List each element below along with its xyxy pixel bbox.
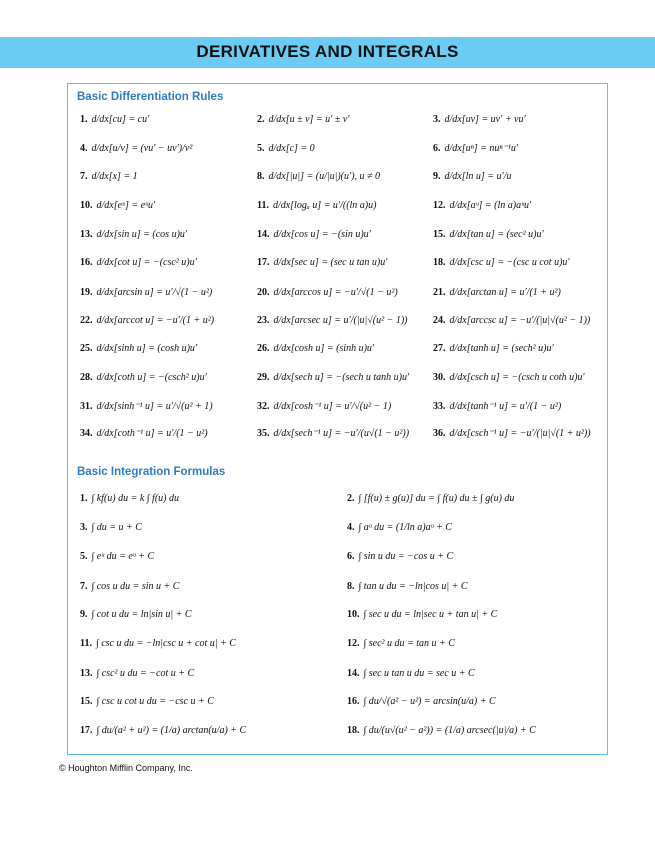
- differentiation-rule: [257, 114, 349, 126]
- integration-formula: [347, 581, 468, 593]
- formula-text: ∫ [f(u) ± g(u)] du = ∫ f(u) du ± ∫ g(u) du: [358, 493, 515, 504]
- formula-text: d/dx[eᵘ] = eᵘu′: [96, 200, 156, 211]
- differentiation-rule: [433, 229, 544, 241]
- differentiation-rule: [80, 257, 197, 269]
- formula-text: d/dx[uⁿ] = nuⁿ⁻¹u′: [444, 143, 519, 154]
- formula-number: 22.: [80, 315, 93, 326]
- formula-text: d/dx[arccos u] = −u′/√(1 − u²): [273, 287, 398, 298]
- formula-number: 26.: [257, 343, 270, 354]
- differentiation-rule: [257, 343, 374, 355]
- integration-formula: [80, 551, 154, 563]
- differentiation-rule: [257, 372, 409, 384]
- differentiation-rule: [80, 343, 197, 355]
- formula-text: d/dx[|u|] = (u/|u|)(u′), u ≠ 0: [268, 171, 381, 182]
- integration-formula: [80, 638, 236, 650]
- formula-text: ∫ sec² u du = tan u + C: [363, 638, 455, 649]
- copyright-notice: © Houghton Mifflin Company, Inc.: [59, 763, 193, 773]
- formula-text: d/dx[arccot u] = −u′/(1 + u²): [96, 315, 215, 326]
- formula-number: 2.: [347, 493, 355, 504]
- formula-frame: [67, 83, 608, 755]
- integration-formula: [80, 725, 246, 737]
- integration-formula: [347, 522, 452, 534]
- formula-text: d/dx[cu] = cu′: [91, 114, 150, 125]
- formula-number: 11.: [257, 200, 269, 211]
- formula-number: 21.: [433, 287, 446, 298]
- formula-text: ∫ aᵘ du = (1/ln a)aᵘ + C: [358, 522, 452, 533]
- integration-formula: [80, 581, 179, 593]
- formula-text: d/dx[cot u] = −(csc² u)u′: [96, 257, 197, 268]
- formula-number: 6.: [433, 143, 441, 154]
- integration-formula: [80, 609, 192, 621]
- formula-text: d/dx[csch u] = −(csch u coth u)u′: [449, 372, 585, 383]
- formula-text: d/dx[sech⁻¹ u] = −u′/(u√(1 − u²)): [273, 428, 410, 439]
- integration-formula: [80, 493, 179, 505]
- formula-number: 13.: [80, 229, 93, 240]
- integration-formula: [80, 668, 194, 680]
- formula-number: 33.: [433, 401, 446, 412]
- differentiation-rule: [433, 143, 518, 155]
- integration-formula: [347, 696, 496, 708]
- formula-text: ∫ du/(a² + u²) = (1/a) arctan(u/a) + C: [96, 725, 247, 736]
- formula-number: 36.: [433, 428, 446, 439]
- differentiation-rule: [80, 287, 212, 299]
- formula-number: 29.: [257, 372, 270, 383]
- formula-number: 10.: [80, 200, 93, 211]
- formula-number: 14.: [347, 668, 360, 679]
- formula-number: 17.: [257, 257, 270, 268]
- formula-text: ∫ cos u du = sin u + C: [91, 581, 180, 592]
- formula-text: d/dx[uv] = uv′ + vu′: [444, 114, 526, 125]
- formula-text: d/dx[cos u] = −(sin u)u′: [273, 229, 371, 240]
- formula-text: d/dx[arcsec u] = u′/(|u|√(u² − 1)): [273, 315, 408, 326]
- differentiation-rule: [257, 315, 408, 327]
- formula-text: d/dx[x] = 1: [91, 171, 138, 182]
- formula-number: 4.: [80, 143, 88, 154]
- formula-number: 3.: [80, 522, 88, 533]
- formula-text: d/dx[arctan u] = u′/(1 + u²): [449, 287, 561, 298]
- formula-text: ∫ sec u tan u du = sec u + C: [363, 668, 475, 679]
- integration-formula: [80, 522, 142, 534]
- differentiation-rule: [433, 114, 526, 126]
- formula-text: d/dx[arcsin u] = u′/√(1 − u²): [96, 287, 213, 298]
- formula-text: ∫ tan u du = −ln|cos u| + C: [358, 581, 468, 592]
- integration-formula: [347, 493, 514, 505]
- formula-number: 5.: [257, 143, 265, 154]
- formula-number: 31.: [80, 401, 93, 412]
- differentiation-rule: [257, 229, 371, 241]
- formula-text: d/dx[tanh u] = (sech² u)u′: [449, 343, 554, 354]
- formula-text: d/dx[coth u] = −(csch² u)u′: [96, 372, 207, 383]
- formula-text: d/dx[csc u] = −(csc u cot u)u′: [449, 257, 570, 268]
- formula-text: d/dx[coth⁻¹ u] = u′/(1 − u²): [96, 428, 208, 439]
- differentiation-rule: [433, 372, 585, 384]
- formula-number: 4.: [347, 522, 355, 533]
- formula-text: d/dx[tanh⁻¹ u] = u′/(1 − u²): [449, 401, 562, 412]
- formula-text: ∫ csc u cot u du = −csc u + C: [96, 696, 214, 707]
- formula-number: 16.: [80, 257, 93, 268]
- formula-text: d/dx[ln u] = u′/u: [444, 171, 512, 182]
- formula-number: 8.: [257, 171, 265, 182]
- formula-number: 14.: [257, 229, 270, 240]
- formula-number: 9.: [80, 609, 88, 620]
- formula-number: 11.: [80, 638, 92, 649]
- integration-section-title: Basic Integration Formulas: [77, 466, 226, 478]
- integration-formula: [347, 668, 475, 680]
- differentiation-rule: [80, 114, 149, 126]
- page-title: DERIVATIVES AND INTEGRALS: [196, 42, 459, 61]
- differentiation-rule: [80, 171, 138, 183]
- differentiation-rule: [433, 315, 590, 327]
- differentiation-rule: [80, 401, 213, 413]
- formula-number: 1.: [80, 493, 88, 504]
- formula-number: 12.: [433, 200, 446, 211]
- differentiation-rule: [257, 428, 409, 440]
- formula-text: d/dx[sech u] = −(sech u tanh u)u′: [273, 372, 410, 383]
- differentiation-rule: [80, 372, 207, 384]
- formula-text: ∫ du = u + C: [91, 522, 142, 533]
- formula-number: 17.: [80, 725, 93, 736]
- differentiation-rule: [80, 428, 208, 440]
- integration-formula: [80, 696, 214, 708]
- formula-text: ∫ cot u du = ln|sin u| + C: [91, 609, 192, 620]
- differentiation-rule: [433, 343, 554, 355]
- formula-number: 28.: [80, 372, 93, 383]
- formula-text: d/dx[sinh⁻¹ u] = u′/√(u² + 1): [96, 401, 213, 412]
- differentiation-rule: [433, 257, 570, 269]
- formula-number: 16.: [347, 696, 360, 707]
- formula-text: ∫ csc u du = −ln|csc u + cot u| + C: [95, 638, 236, 649]
- formula-number: 13.: [80, 668, 93, 679]
- integration-formula: [347, 551, 453, 563]
- formula-number: 10.: [347, 609, 360, 620]
- formula-number: 27.: [433, 343, 446, 354]
- formula-number: 7.: [80, 171, 88, 182]
- formula-text: d/dx[sinh u] = (cosh u)u′: [96, 343, 198, 354]
- formula-text: d/dx[cosh u] = (sinh u)u′: [273, 343, 375, 354]
- differentiation-rule: [80, 200, 155, 212]
- integration-formula: [347, 638, 455, 650]
- formula-text: d/dx[arccsc u] = −u′/(|u|√(u² − 1)): [449, 315, 591, 326]
- differentiation-rule: [433, 401, 561, 413]
- differentiation-rule: [257, 171, 380, 183]
- formula-text: ∫ eᵘ du = eᵘ + C: [91, 551, 155, 562]
- formula-text: ∫ kf(u) du = k ∫ f(u) du: [91, 493, 179, 504]
- integration-formula: [347, 725, 536, 737]
- formula-number: 9.: [433, 171, 441, 182]
- formula-number: 6.: [347, 551, 355, 562]
- differentiation-rule: [433, 200, 531, 212]
- formula-text: ∫ sec u du = ln|sec u + tan u| + C: [363, 609, 498, 620]
- formula-text: d/dx[u/v] = (vu′ − uv′)/v²: [91, 143, 193, 154]
- formula-text: ∫ du/√(a² − u²) = arcsin(u/a) + C: [363, 696, 496, 707]
- differentiation-rule: [433, 287, 561, 299]
- differentiation-rule: [257, 287, 398, 299]
- differentiation-rule: [257, 143, 315, 155]
- formula-number: 18.: [347, 725, 360, 736]
- formula-text: ∫ du/(u√(u² − a²)) = (1/a) arcsec(|u|/a) + C: [363, 725, 536, 736]
- formula-text: ∫ csc² u du = −cot u + C: [96, 668, 195, 679]
- formula-number: 32.: [257, 401, 270, 412]
- differentiation-rule: [257, 401, 391, 413]
- formula-text: d/dx[u ± v] = u′ ± v′: [268, 114, 350, 125]
- formula-text: d/dx[aᵘ] = (ln a)aᵘu′: [449, 200, 532, 211]
- formula-number: 5.: [80, 551, 88, 562]
- formula-number: 12.: [347, 638, 360, 649]
- formula-number: 30.: [433, 372, 446, 383]
- differentiation-rule: [80, 143, 192, 155]
- formula-number: 35.: [257, 428, 270, 439]
- title-banner: [0, 37, 655, 68]
- formula-text: d/dx[logₐ u] = u′/((ln a)u): [272, 200, 377, 211]
- differentiation-rule: [257, 200, 376, 212]
- formula-number: 23.: [257, 315, 270, 326]
- integration-formula: [347, 609, 497, 621]
- formula-number: 1.: [80, 114, 88, 125]
- formula-number: 3.: [433, 114, 441, 125]
- formula-text: d/dx[tan u] = (sec² u)u′: [449, 229, 544, 240]
- formula-text: d/dx[csch⁻¹ u] = −u′/(|u|√(1 + u²)): [449, 428, 591, 439]
- formula-number: 20.: [257, 287, 270, 298]
- formula-number: 34.: [80, 428, 93, 439]
- formula-number: 25.: [80, 343, 93, 354]
- formula-text: ∫ sin u du = −cos u + C: [358, 551, 454, 562]
- formula-text: d/dx[sin u] = (cos u)u′: [96, 229, 188, 240]
- formula-number: 7.: [80, 581, 88, 592]
- differentiation-rule: [80, 229, 187, 241]
- formula-number: 24.: [433, 315, 446, 326]
- formula-number: 15.: [433, 229, 446, 240]
- differentiation-rule: [433, 171, 512, 183]
- formula-text: d/dx[sec u] = (sec u tan u)u′: [273, 257, 388, 268]
- differentiation-rule: [80, 315, 214, 327]
- formula-number: 19.: [80, 287, 93, 298]
- formula-number: 2.: [257, 114, 265, 125]
- formula-number: 8.: [347, 581, 355, 592]
- formula-text: d/dx[cosh⁻¹ u] = u′/√(u² − 1): [273, 401, 392, 412]
- differentiation-section-title: Basic Differentiation Rules: [77, 91, 224, 103]
- formula-number: 18.: [433, 257, 446, 268]
- formula-text: d/dx[c] = 0: [268, 143, 315, 154]
- differentiation-rule: [433, 428, 591, 440]
- differentiation-rule: [257, 257, 387, 269]
- formula-number: 15.: [80, 696, 93, 707]
